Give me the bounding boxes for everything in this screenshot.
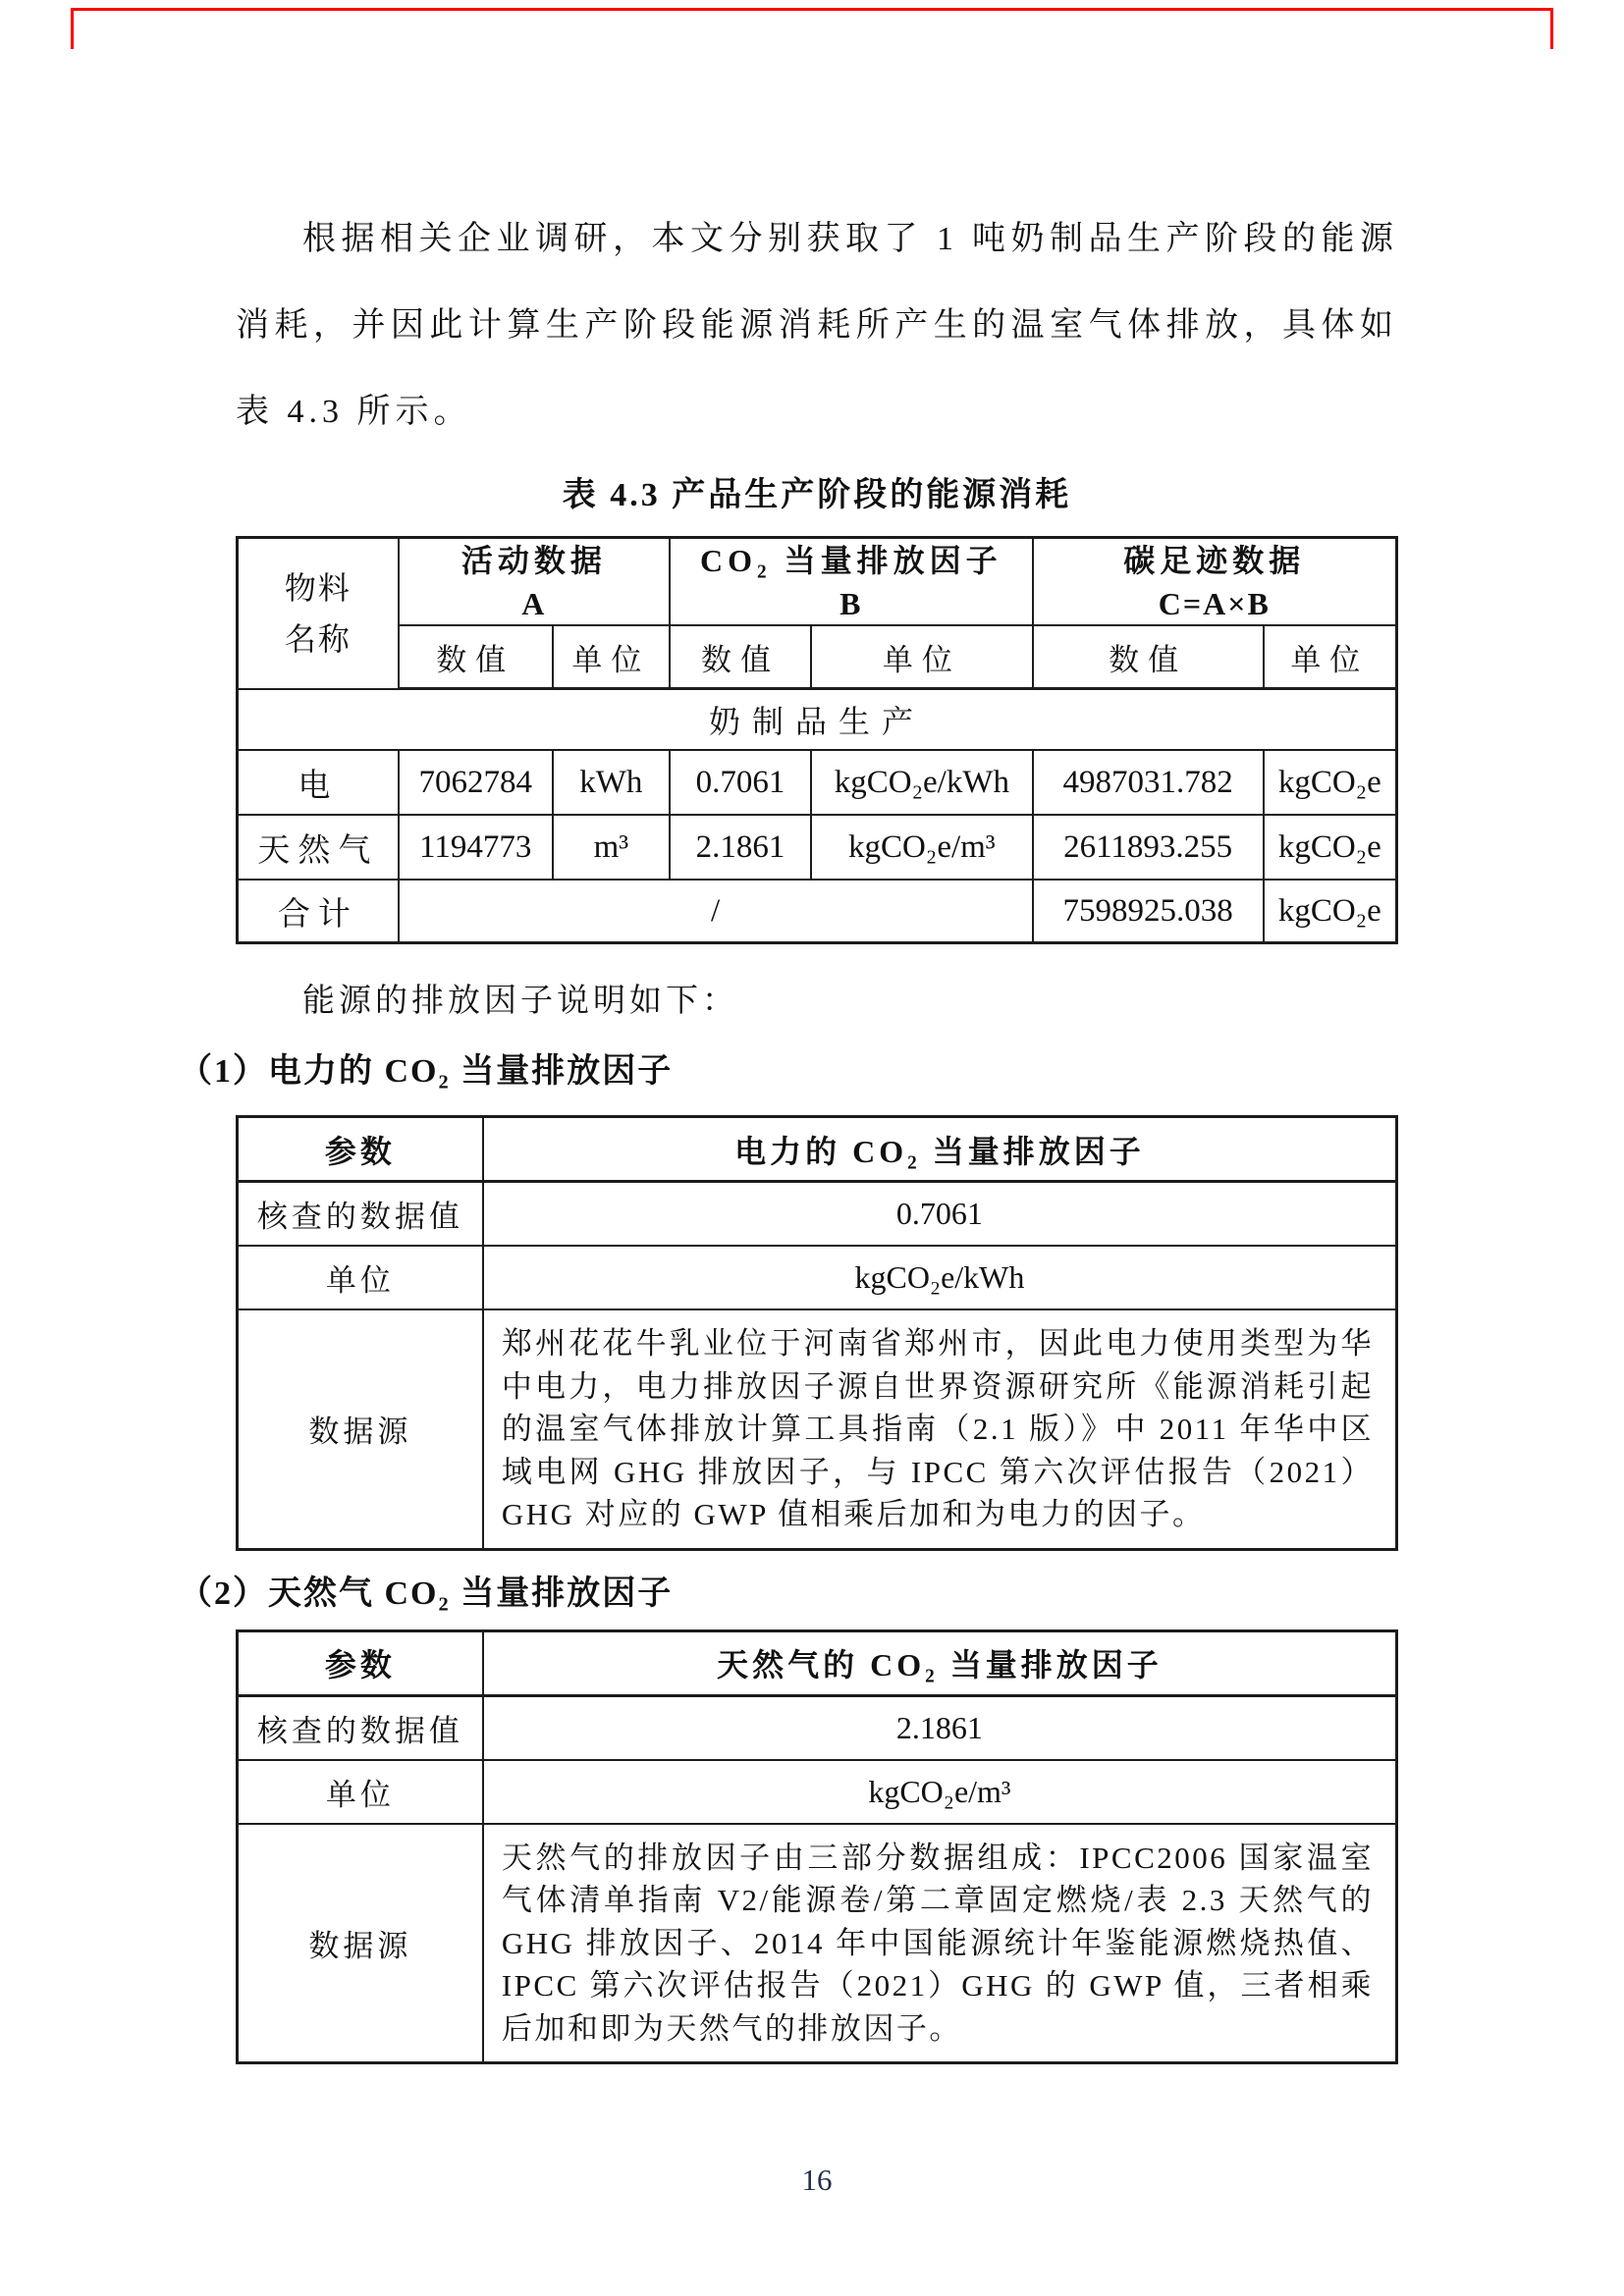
page-number: 16: [801, 2163, 833, 2197]
section-row-dairy-production: [238, 689, 1397, 751]
factor-param-label: 参数: [238, 1630, 483, 1695]
page-border-right-stub: [1550, 8, 1553, 49]
subheader-unit-a: 单位: [553, 625, 670, 689]
cell-factor-value: 0.7061: [670, 750, 811, 815]
unit-value: kgCO₂e/kWh: [483, 1246, 1397, 1309]
heading-natural-gas-factor: （2）天然气 CO₂ 当量排放因子: [179, 1575, 674, 1612]
table-electricity-factor: [236, 1115, 1398, 1551]
cell-activity-unit: m³: [553, 815, 670, 880]
cell-activity-value: 7062784: [399, 750, 553, 815]
cell-factor-unit: kgCO₂e/m³: [811, 815, 1033, 880]
cell-total-merged-slash: /: [399, 880, 1033, 943]
heading-electricity-factor: （1）电力的 CO₂ 当量排放因子: [179, 1053, 674, 1090]
cell-total-value: 7598925.038: [1033, 880, 1264, 943]
factor-param-value: 电力的 CO₂ 当量排放因子: [483, 1117, 1397, 1182]
section-label: 奶制品生产: [238, 689, 1397, 751]
verified-value: 2.1861: [483, 1695, 1397, 1760]
header-row-subheaders: [238, 625, 1397, 689]
data-source-text: 郑州花花牛乳业位于河南省郑州市，因此电力使用类型为华中电力，电力排放因子源自世界资源研究所《能源消耗引起的温室气体排放计算工具指南（2.1 版）》中 2011 年华中区域电网 GHG 排放因子，与 IPCC 第六次评估报告（2021）GHG 对应的 GWP 值相乘后加和为电力的因子。: [483, 1309, 1397, 1549]
table-row-total: [238, 880, 1397, 943]
factor-source-row: [238, 1824, 1397, 2063]
data-source-label: 数据源: [238, 1309, 483, 1549]
cell-total-unit: kgCO₂e: [1264, 880, 1397, 943]
table-natural-gas-factor: [236, 1629, 1398, 2065]
group-label-footprint: 碳足迹数据: [1123, 543, 1306, 578]
factor-param-value: 天然气的 CO₂ 当量排放因子: [483, 1630, 1397, 1695]
cell-footprint-unit: kgCO₂e: [1264, 815, 1397, 880]
subheader-value-c: 数值: [1033, 625, 1264, 689]
subheader-unit-b: 单位: [811, 625, 1033, 689]
intro-paragraph: 根据相关企业调研，本文分别获取了 1 吨奶制品生产阶段的能源消耗，并因此计算生产阶段能源消耗所产生的温室气体排放，具体如表 4.3 所示。: [236, 221, 1398, 430]
cell-material: 天然气: [238, 815, 399, 880]
group-formula-a: A: [521, 586, 547, 621]
cell-footprint-unit: kgCO₂e: [1264, 750, 1397, 815]
header-cell-activity-data: [399, 538, 670, 626]
cell-total-label: 合计: [238, 880, 399, 943]
factor-unit-row: [238, 1246, 1397, 1309]
cell-footprint-value: 4987031.782: [1033, 750, 1264, 815]
data-source-text: 天然气的排放因子由三部分数据组成：IPCC2006 国家温室气体清单指南 V2/能源卷/第二章固定燃烧/表 2.3 天然气的 GHG 排放因子、2014 年中国能源统计年鉴能源燃烧热值、IPCC 第六次评估报告（2021）GHG 的 GWP 值，三者相乘后加和即为天然气的排放因子。: [483, 1824, 1397, 2063]
cell-material: 电: [238, 750, 399, 815]
factor-verified-value-row: [238, 1695, 1397, 1760]
verified-value-label: 核查的数据值: [238, 1695, 483, 1760]
header-cell-carbon-footprint: [1033, 538, 1397, 626]
factor-param-label: 参数: [238, 1117, 483, 1182]
cell-activity-unit: kWh: [553, 750, 670, 815]
subheader-value-a: 数值: [399, 625, 553, 689]
factor-source-row: [238, 1309, 1397, 1549]
factor-header-row: [238, 1630, 1397, 1695]
emission-factor-note: 能源的排放因子说明如下：: [302, 984, 738, 1019]
table-row-natural-gas: [238, 815, 1397, 880]
page-border-top-line: [71, 8, 1553, 11]
unit-label: 单位: [238, 1760, 483, 1824]
page-border-left-stub: [71, 8, 74, 49]
page-content: [179, 0, 1398, 2202]
unit-label: 单位: [238, 1246, 483, 1309]
cell-activity-value: 1194773: [399, 815, 553, 880]
verified-value: 0.7061: [483, 1182, 1397, 1247]
factor-header-row: [238, 1117, 1397, 1182]
data-source-label: 数据源: [238, 1824, 483, 2063]
header-cell-co2-factor: [670, 538, 1033, 626]
material-label-line1: 物料: [284, 569, 352, 606]
header-cell-material-name: [238, 538, 399, 689]
cell-factor-unit: kgCO₂e/kWh: [811, 750, 1033, 815]
subheader-unit-c: 单位: [1264, 625, 1397, 689]
cell-factor-value: 2.1861: [670, 815, 811, 880]
table-4-3-energy-consumption: [236, 536, 1398, 944]
factor-verified-value-row: [238, 1182, 1397, 1247]
table-row-electricity: [238, 750, 1397, 815]
cell-footprint-value: 2611893.255: [1033, 815, 1264, 880]
verified-value-label: 核查的数据值: [238, 1182, 483, 1247]
material-label-line2: 名称: [284, 620, 352, 657]
unit-value: kgCO₂e/m³: [483, 1760, 1397, 1824]
group-formula-b: B: [839, 586, 863, 621]
group-label-activity: 活动数据: [460, 543, 607, 578]
group-formula-c: C=A×B: [1158, 586, 1271, 621]
subheader-value-b: 数值: [670, 625, 811, 689]
header-row-groups: [238, 538, 1397, 626]
table-4-3-title: 表 4.3 产品生产阶段的能源消耗: [562, 477, 1072, 513]
group-label-co2-factor: CO₂ 当量排放因子: [700, 543, 1002, 578]
factor-unit-row: [238, 1760, 1397, 1824]
